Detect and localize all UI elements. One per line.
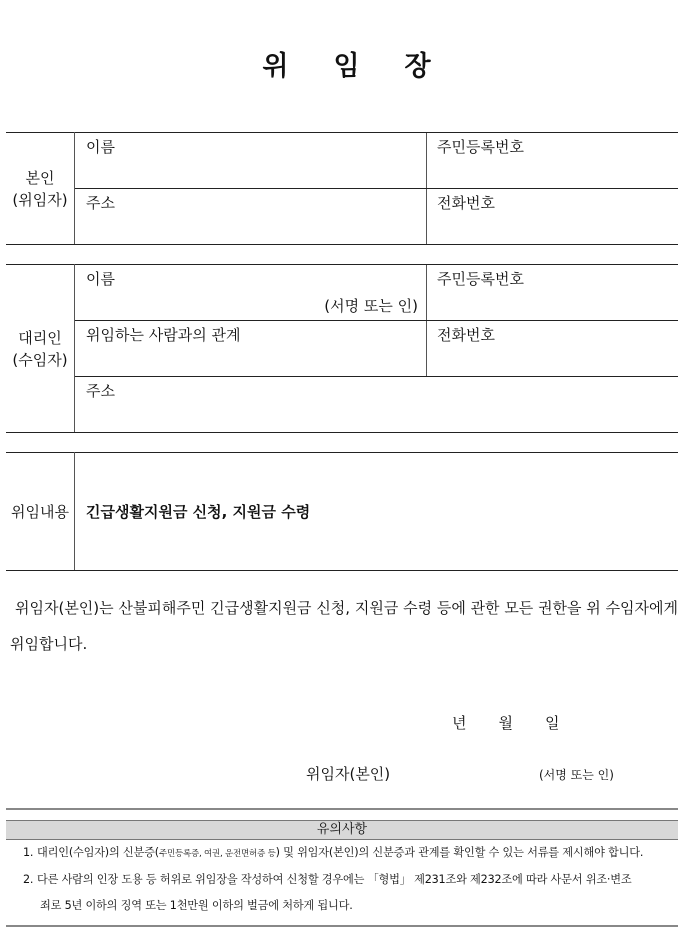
document-title xyxy=(0,44,694,83)
agent-phone-field[interactable] xyxy=(427,321,679,377)
title-char: 임 xyxy=(333,51,361,82)
title-char: 장 xyxy=(404,51,432,82)
title-char: 위 xyxy=(262,51,290,82)
agent-relation-label: 위임하는 사람과의 관계 xyxy=(86,326,241,344)
agent-phone-label: 전화번호 xyxy=(437,326,495,344)
agent-header-line1: 대리인 xyxy=(18,328,62,347)
agent-header-line2: (수임자) xyxy=(12,350,68,369)
note-small-text: 주민등록증, 여권, 운전면허증 등 xyxy=(158,849,276,859)
agent-sign-label: (서명 또는 인) xyxy=(324,297,418,315)
agent-header xyxy=(6,265,75,433)
agent-table xyxy=(6,264,678,433)
agent-address-field[interactable] xyxy=(75,377,679,433)
delegation-statement xyxy=(10,590,682,662)
principal-header-line2: (위임자) xyxy=(12,190,68,209)
agent-relation-field[interactable] xyxy=(75,321,427,377)
delegation-header: 위임내용 xyxy=(6,453,75,571)
agent-name-field[interactable] xyxy=(75,265,427,321)
principal-address-label: 주소 xyxy=(86,194,115,212)
date-line xyxy=(452,712,592,733)
note-item-continuation: 죄로 5년 이하의 징역 또는 1천만원 이하의 벌금에 처하게 됩니다. xyxy=(40,899,353,912)
date-day-label: 일 xyxy=(545,714,560,732)
agent-rrn-field[interactable] xyxy=(427,265,679,321)
principal-header xyxy=(6,133,75,245)
note-text: 다른 사람의 인장 도용 등 허위로 위임장을 작성하여 신청할 경우에는 「형법」 제231조와 제232조에 따라 사문서 위조·변조 xyxy=(37,873,632,886)
principal-phone-label: 전화번호 xyxy=(437,194,495,212)
principal-name-label: 이름 xyxy=(86,138,115,156)
notes-title: 유의사항 xyxy=(6,820,678,840)
agent-address-label: 주소 xyxy=(86,382,115,400)
delegation-content: 긴급생활지원금 신청, 지원금 수령 xyxy=(86,503,311,521)
agent-rrn-label: 주민등록번호 xyxy=(437,270,524,288)
principal-name-field[interactable] xyxy=(75,133,427,189)
statement-line1: 위임자(본인)는 산불피해주민 긴급생활지원금 신청, 지원금 수령 등에 관한 모든 권한을 위 수임자에게 xyxy=(15,599,679,617)
note-text: 대리인(수임자)의 신분증( xyxy=(37,846,159,859)
principal-phone-field[interactable] xyxy=(427,189,679,245)
notes-section xyxy=(6,808,678,927)
delegation-table xyxy=(6,452,678,571)
principal-rrn-label: 주민등록번호 xyxy=(437,138,524,156)
delegation-content-cell xyxy=(75,453,679,571)
note-item xyxy=(6,840,678,867)
note-item xyxy=(6,867,678,893)
principal-header-line1: 본인 xyxy=(25,168,55,187)
note-text: ) 및 위임자(본인)의 신분증과 관계를 확인할 수 있는 서류를 제시해야 합니다. xyxy=(275,846,644,859)
note-number: 1. xyxy=(23,846,34,859)
principal-rrn-field[interactable] xyxy=(427,133,679,189)
principal-address-field[interactable] xyxy=(75,189,427,245)
statement-line2: 위임합니다. xyxy=(10,635,88,653)
notes-list xyxy=(6,840,678,925)
date-year-label: 년 xyxy=(452,714,467,732)
note-number: 2. xyxy=(23,873,34,886)
agent-name-label: 이름 xyxy=(86,270,115,288)
principal-table xyxy=(6,132,678,245)
date-month-label: 월 xyxy=(498,714,513,732)
signer-sign-note: (서명 또는 인) xyxy=(539,768,614,782)
signer-label: 위임자(본인) xyxy=(306,765,391,783)
